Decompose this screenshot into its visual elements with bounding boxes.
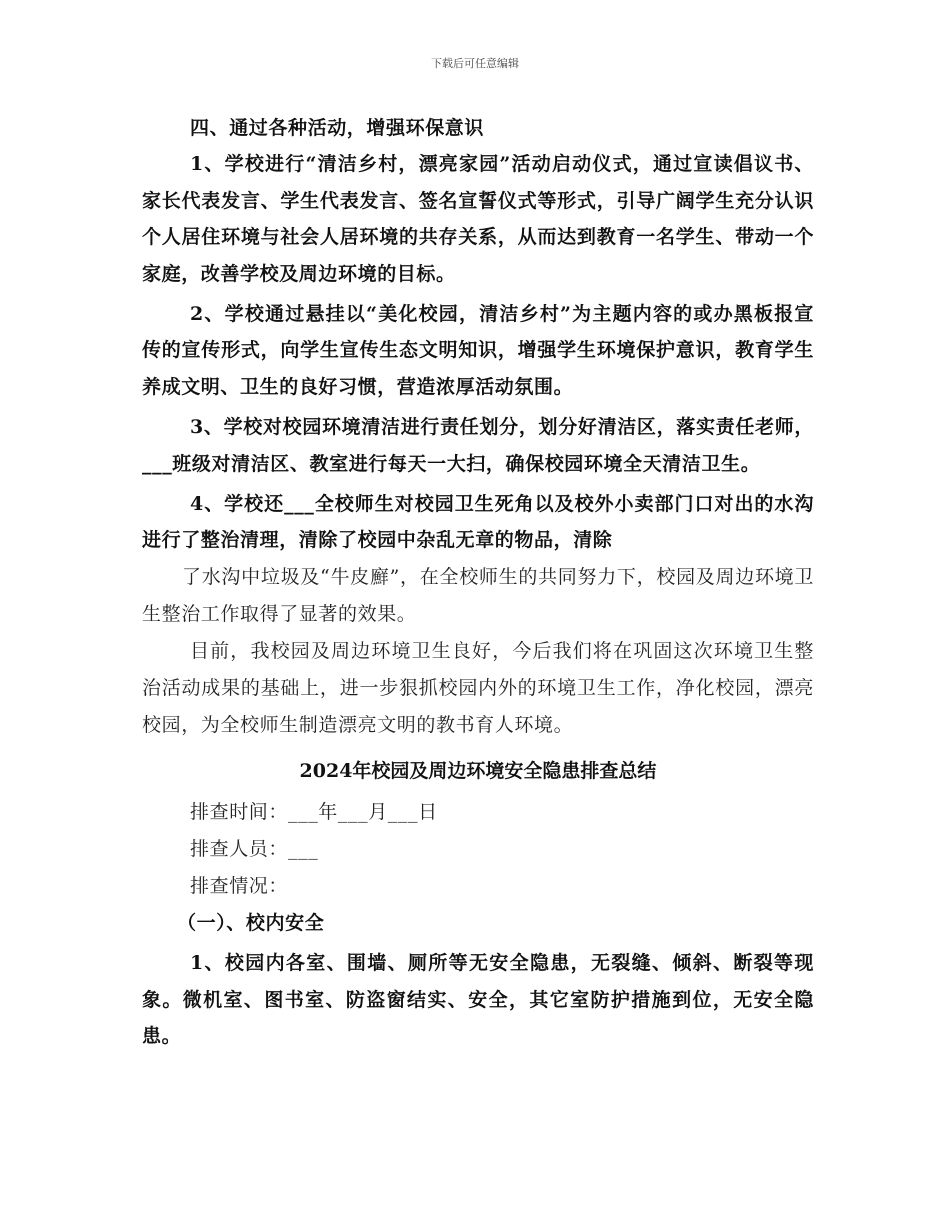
paragraph-item-3: 3、学校对校园环境清洁进行责任划分，划分好清洁区，落实责任老师，___班级对清洁区、教室进行每天一大扫，确保校园环境全天清洁卫生。 <box>142 416 814 475</box>
paragraph-conclusion: 目前，我校园及周边环境卫生良好，今后我们将在巩固这次环境卫生整治活动成果的基础上，进一步狠抓校园内外的环境卫生工作，净化校园，漂亮校园，为全校师生制造漂亮文明的教书育人环境。 <box>142 639 814 736</box>
paragraph-item-4: 4、学校还___全校师生对校园卫生死角以及校外小卖部门口对出的水沟进行了整治清理，清除了校园中杂乱无章的物品，清除 <box>142 493 814 552</box>
paragraph-continuation: 了水沟中垃圾及“牛皮廯”，在全校师生的共同努力下，校园及周边环境卫生整治工作取得了显著的效果。 <box>142 565 814 625</box>
page-header: 下载后可任意编辑 <box>431 57 519 70</box>
document-body <box>142 110 814 1055</box>
second-document-title: 2024年校园及周边环境安全隐患排查总结 <box>299 759 657 782</box>
inspection-time: 排查时间：___年___月___日 <box>190 800 438 823</box>
inspection-people: 排查人员：___ <box>190 837 319 860</box>
paragraph-item-1: 1、学校进行“清洁乡村，漂亮家园”活动启动仪式，通过宣读倡议书、家长代表发言、学生代表发言、签名宣誓仪式等形式，引导广阔学生充分认识个人居住环境与社会人居环境的共存关系，从而达到教育一名学生、带动一个家庭，改善学校及周边环境的目标。 <box>142 153 814 285</box>
section-heading-four: 四、通过各种活动，增强环保意识 <box>190 117 485 139</box>
campus-safety-item-1: 1、校园内各室、围墙、厕所等无安全隐患，无裂缝、倾斜、断裂等现象。微机室、图书室、防盗窗结实、安全，其它室防护措施到位，无安全隐患。 <box>142 952 814 1048</box>
inspection-status: 排查情况： <box>190 874 289 897</box>
paragraph-item-2: 2、学校通过悬挂以“美化校园，清洁乡村”为主题内容的或办黑板报宣传的宣传形式，向学生宣传生态文明知识，增强学生环境保护意识，教育学生养成文明、卫生的良好习惯，营造浓厚活动氛围。 <box>142 303 814 398</box>
section-heading-campus-safety: （一）、校内安全 <box>177 911 325 934</box>
